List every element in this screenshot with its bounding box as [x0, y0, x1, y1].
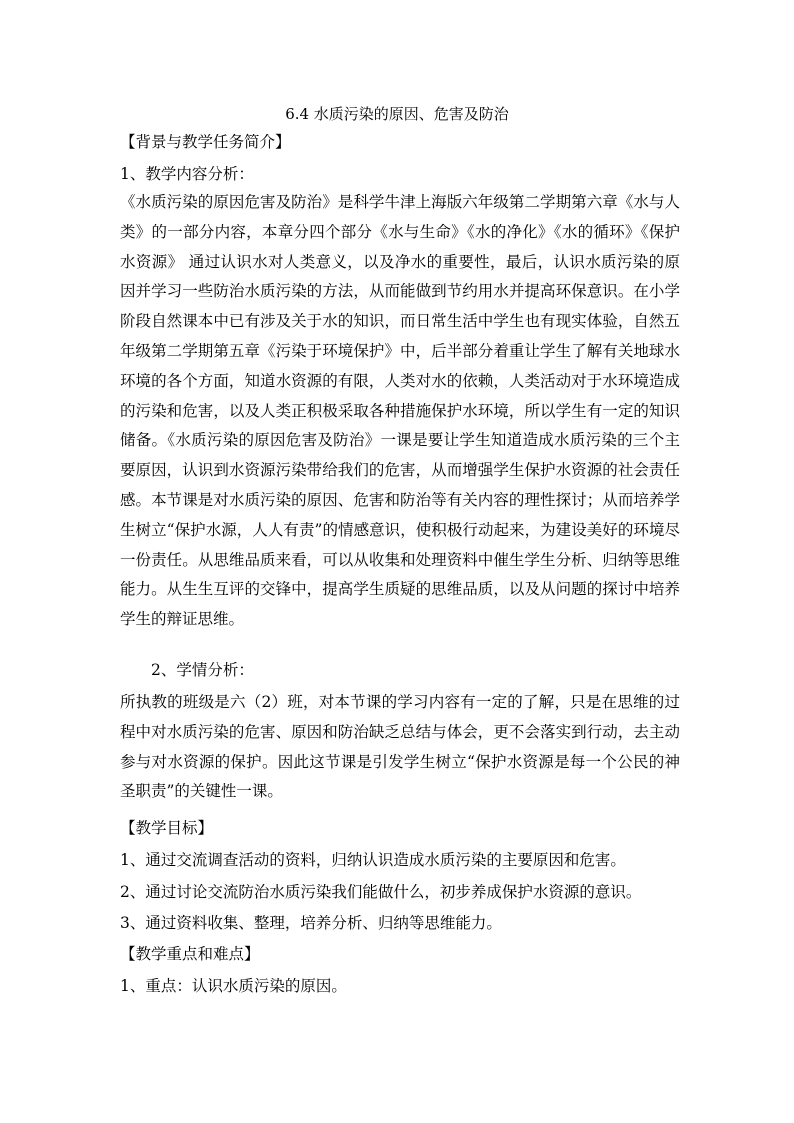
section-heading-key-points: 【教学重点和难点】: [120, 945, 260, 963]
student-analysis-heading: 2、学情分析：: [151, 661, 254, 679]
student-analysis-body: 所执教的班级是六（2）班，对本节课的学习内容有一定的了解，只是在思维的过程中对水质污染的危害、原因和防治缺乏总结与体会，更不会落实到行动，去主动参与对水资源的保护。因此这节课是引发学生树立“保护水资源是每一个公民的神圣职责”的关键性一课。: [120, 693, 680, 801]
key-point-item-1: 1、重点：认识水质污染的原因。: [120, 977, 347, 995]
goal-item-3: 3、通过资料收集、整理，培养分析、归纳等思维能力。: [120, 914, 502, 932]
section-heading-goals: 【教学目标】: [120, 819, 214, 837]
goal-item-2: 2、通过讨论交流防治水质污染我们能做什么，初步养成保护水资源的意识。: [120, 883, 642, 901]
content-analysis-heading: 1、教学内容分析：: [120, 165, 254, 183]
content-analysis-body: 《水质污染的原因危害及防治》是科学牛津上海版六年级第二学期第六章《水与人类》的一部分内容，本章分四个部分《水与生命》《水的净化》《水的循环》《保护水资源》 通过认识水对人类意义，以及净水的重要性，最后，认识水质污染的原因并学习一些防治水质污染的方法，从而能做到节约用水并提高环保意识。在小学阶段自然课本中已有涉及关于水的知识，而日常生活中学生也有现实体验，自然五年级第二学期第五章《污染于环境保护》中，后半部分着重让学生了解有关地球水环境的各个方面，知道水资源的有限，人类对水的依赖，人类活动对于水环境造成的污染和危害，以及人类正积极采取各种措施保护水环境，所以学生有一定的知识储备。《水质污染的原因危害及防治》一课是要让学生知道造成水质污染的三个主要原因，认识到水资源污染带给我们的危害，从而增强学生保护水资源的社会责任感。本节课是对水质污染的原因、危害和防治等有关内容的理性探讨；从而培养学生树立“保护水源，人人有责”的情感意识，使积极行动起来，为建设美好的环境尽一份责任。从思维品质来看，可以从收集和处理资料中催生学生分析、归纳等思维能力。从生生互评的交锋中，提高学生质疑的思维品质，以及从问题的探讨中培养学生的辩证思维。: [120, 193, 680, 629]
goal-item-1: 1、通过交流调查活动的资料，归纳认识造成水质污染的主要原因和危害。: [120, 851, 626, 869]
document-title: 6.4 水质污染的原因、危害及防治: [285, 105, 509, 123]
section-heading-background: 【背景与教学任务简介】: [120, 133, 291, 151]
